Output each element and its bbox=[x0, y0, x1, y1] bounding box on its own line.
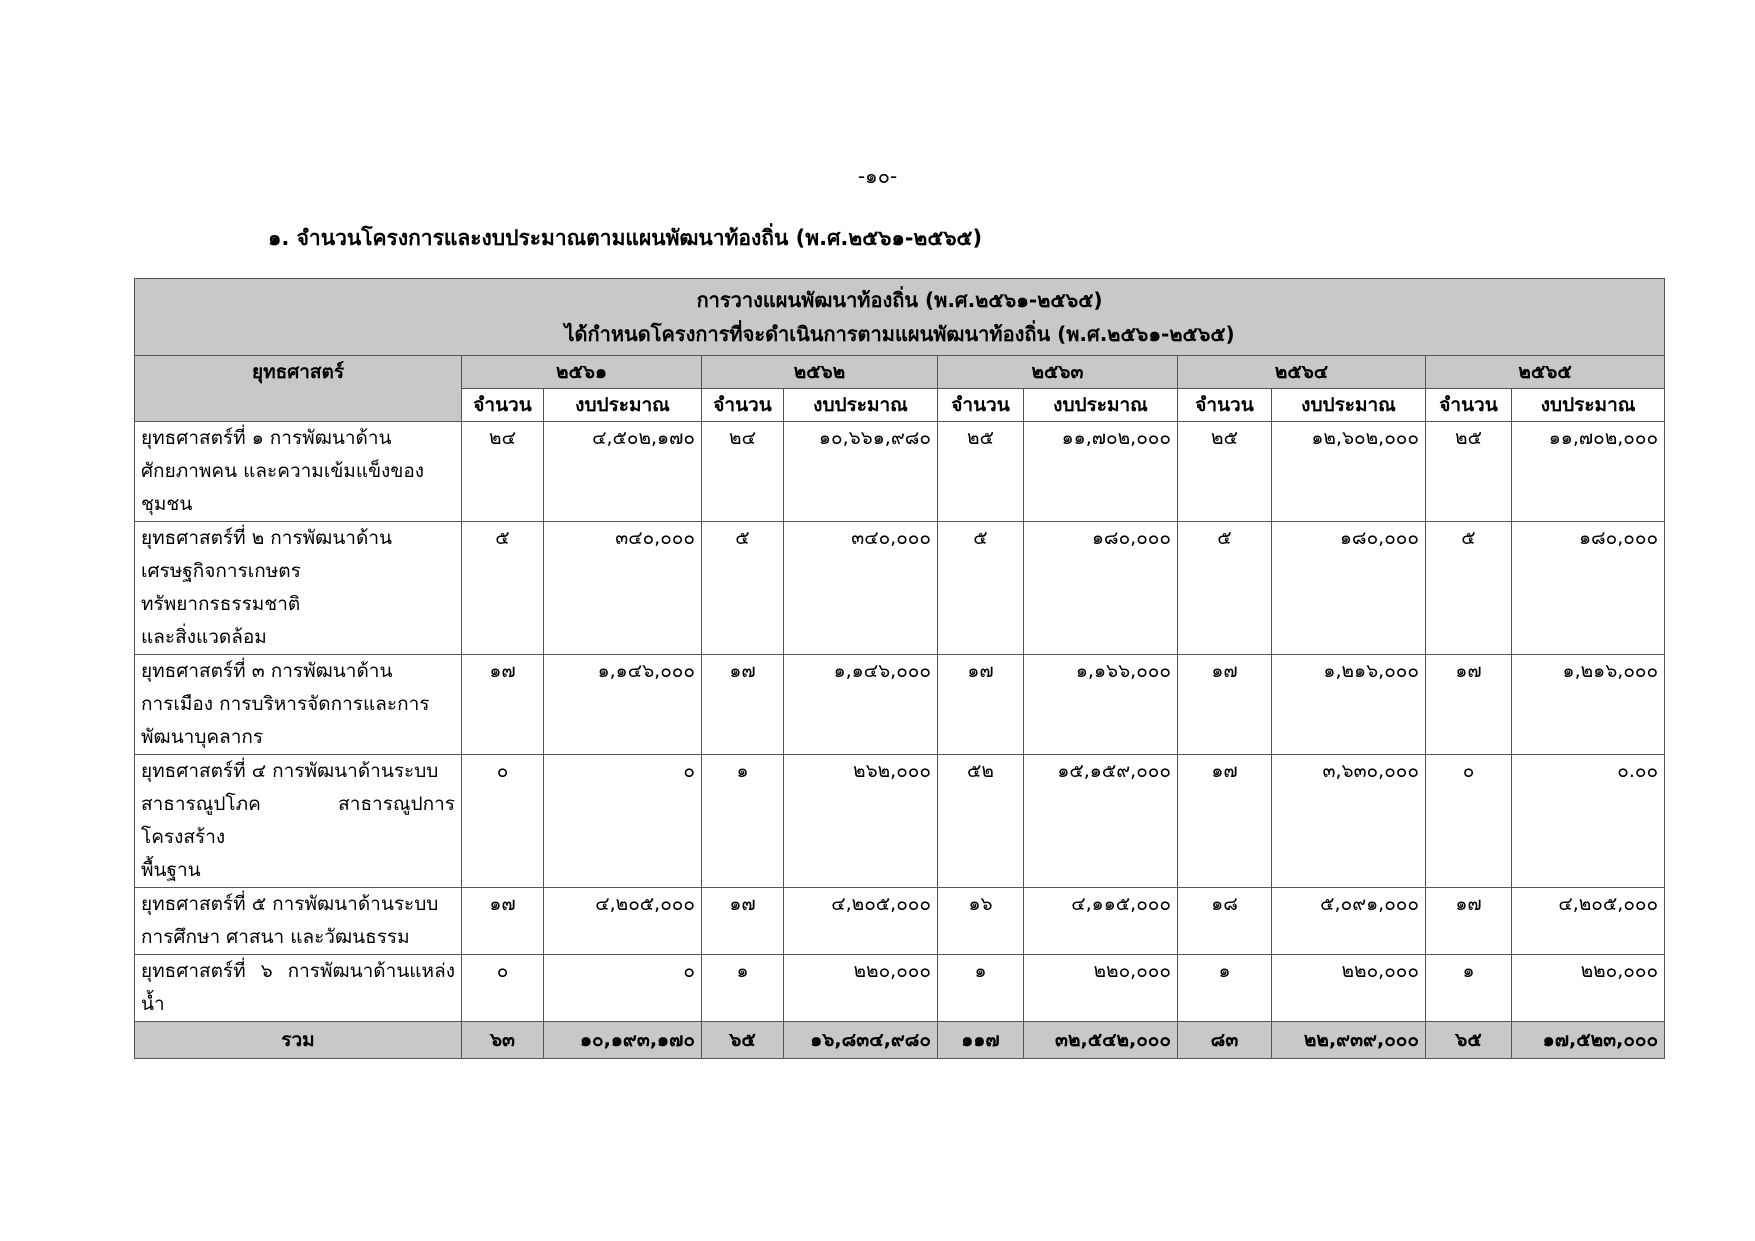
count-cell: ๒๕ bbox=[938, 422, 1024, 522]
count-cell: ๕๒ bbox=[938, 755, 1024, 888]
budget-cell: ๒๒๐,๐๐๐ bbox=[784, 955, 938, 1022]
budget-cell: ๒๒๐,๐๐๐ bbox=[1512, 955, 1665, 1022]
strategy-header-blank bbox=[135, 389, 462, 422]
count-header: จำนวน bbox=[1178, 389, 1272, 422]
strategy-line: ยุทธศาสตร์ที่ ๒ การพัฒนาด้าน bbox=[141, 527, 392, 549]
count-cell: ๑๗ bbox=[702, 655, 784, 755]
count-header: จำนวน bbox=[462, 389, 544, 422]
count-cell: ๑๖ bbox=[938, 888, 1024, 955]
strategy-line: สาธารณูปโภค สาธารณูปการ โครงสร้าง bbox=[141, 793, 455, 848]
strategy-cell bbox=[135, 955, 462, 1022]
table-row bbox=[135, 888, 1665, 955]
year-header: ๒๕๖๕ bbox=[1426, 356, 1665, 389]
budget-cell: ๒๒๐,๐๐๐ bbox=[1272, 955, 1426, 1022]
budget-cell: ๓๔๐,๐๐๐ bbox=[544, 522, 702, 655]
count-cell: ๑ bbox=[702, 955, 784, 1022]
count-cell: ๐ bbox=[462, 955, 544, 1022]
count-header: จำนวน bbox=[702, 389, 784, 422]
budget-cell: ๑๘๐,๐๐๐ bbox=[1512, 522, 1665, 655]
count-cell: ๒๕ bbox=[1178, 422, 1272, 522]
strategy-line: ยุทธศาสตร์ที่ ๕ การพัฒนาด้านระบบ bbox=[141, 893, 439, 915]
count-cell: ๐ bbox=[462, 755, 544, 888]
total-count-cell: ๖๕ bbox=[702, 1022, 784, 1059]
section-heading: ๑. จำนวนโครงการและงบประมาณตามแผนพัฒนาท้องถิ่น (พ.ศ.๒๕๖๑-๒๕๖๕) bbox=[268, 226, 983, 250]
strategy-cell bbox=[135, 655, 462, 755]
budget-cell: ๑,๒๑๖,๐๐๐ bbox=[1512, 655, 1665, 755]
table-title-line2: ได้กำหนดโครงการที่จะดำเนินการตามแผนพัฒนาท้องถิ่น (พ.ศ.๒๕๖๑-๒๕๖๕) bbox=[564, 322, 1235, 346]
count-cell: ๑๗ bbox=[1426, 655, 1512, 755]
total-budget-cell: ๑๗,๕๒๓,๐๐๐ bbox=[1512, 1022, 1665, 1059]
total-budget-cell: ๒๒,๙๓๙,๐๐๐ bbox=[1272, 1022, 1426, 1059]
strategy-line: ยุทธศาสตร์ที่ ๑ การพัฒนาด้าน bbox=[141, 427, 392, 449]
budget-cell: ๓๔๐,๐๐๐ bbox=[784, 522, 938, 655]
budget-header: งบประมาณ bbox=[784, 389, 938, 422]
table-title-line1: การวางแผนพัฒนาท้องถิ่น (พ.ศ.๒๕๖๑-๒๕๖๕) bbox=[696, 288, 1103, 312]
table-row bbox=[135, 755, 1665, 888]
year-header: ๒๕๖๓ bbox=[938, 356, 1178, 389]
year-header: ๒๕๖๔ bbox=[1178, 356, 1426, 389]
budget-cell: ๔,๒๐๕,๐๐๐ bbox=[544, 888, 702, 955]
count-cell: ๑๗ bbox=[702, 888, 784, 955]
count-cell: ๑ bbox=[1178, 955, 1272, 1022]
budget-cell: ๐ bbox=[544, 955, 702, 1022]
budget-cell: ๐ bbox=[544, 755, 702, 888]
budget-cell: ๑,๑๔๖,๐๐๐ bbox=[784, 655, 938, 755]
count-cell: ๕ bbox=[938, 522, 1024, 655]
budget-cell: ๑๕,๑๕๙,๐๐๐ bbox=[1024, 755, 1178, 888]
budget-cell: ๑,๒๑๖,๐๐๐ bbox=[1272, 655, 1426, 755]
page-number: -๑๐- bbox=[857, 164, 898, 188]
table-title-row bbox=[135, 279, 1665, 356]
strategy-cell bbox=[135, 522, 462, 655]
count-cell: ๒๔ bbox=[702, 422, 784, 522]
budget-cell: ๑๘๐,๐๐๐ bbox=[1272, 522, 1426, 655]
count-cell: ๑ bbox=[702, 755, 784, 888]
year-header-row bbox=[135, 356, 1665, 389]
count-cell: ๑ bbox=[1426, 955, 1512, 1022]
count-cell: ๐ bbox=[1426, 755, 1512, 888]
table-row bbox=[135, 955, 1665, 1022]
budget-cell: ๔,๒๐๕,๐๐๐ bbox=[1512, 888, 1665, 955]
year-header: ๒๕๖๑ bbox=[462, 356, 702, 389]
budget-cell: ๓,๖๓๐,๐๐๐ bbox=[1272, 755, 1426, 888]
count-cell: ๑๗ bbox=[938, 655, 1024, 755]
count-cell: ๒๕ bbox=[1426, 422, 1512, 522]
count-cell: ๑๗ bbox=[1178, 755, 1272, 888]
budget-cell: ๑๒,๖๐๒,๐๐๐ bbox=[1272, 422, 1426, 522]
budget-cell: ๑๑,๗๐๒,๐๐๐ bbox=[1512, 422, 1665, 522]
count-cell: ๑๗ bbox=[1426, 888, 1512, 955]
strategy-line: พื้นฐาน bbox=[141, 859, 201, 881]
total-budget-cell: ๑๖,๘๓๔,๙๘๐ bbox=[784, 1022, 938, 1059]
table-row bbox=[135, 522, 1665, 655]
total-count-cell: ๖๓ bbox=[462, 1022, 544, 1059]
strategy-cell bbox=[135, 422, 462, 522]
strategy-line: ชุมชน bbox=[141, 493, 193, 515]
budget-header: งบประมาณ bbox=[1272, 389, 1426, 422]
count-cell: ๑๗ bbox=[1178, 655, 1272, 755]
strategy-line: เศรษฐกิจการเกษตรทรัพยากรธรรมชาติ bbox=[141, 560, 301, 615]
table-row bbox=[135, 655, 1665, 755]
strategy-line: การเมือง การบริหารจัดการและการ bbox=[141, 693, 430, 715]
budget-cell: ๑๑,๗๐๒,๐๐๐ bbox=[1024, 422, 1178, 522]
budget-cell: ๐.๐๐ bbox=[1512, 755, 1665, 888]
strategy-line: ศักยภาพคน และความเข้มแข็งของ bbox=[141, 460, 425, 482]
budget-cell: ๑,๑๖๖,๐๐๐ bbox=[1024, 655, 1178, 755]
total-count-cell: ๘๓ bbox=[1178, 1022, 1272, 1059]
count-cell: ๕ bbox=[1426, 522, 1512, 655]
budget-header: งบประมาณ bbox=[544, 389, 702, 422]
table-title bbox=[135, 279, 1665, 356]
count-cell: ๕ bbox=[702, 522, 784, 655]
total-budget-cell: ๓๒,๕๔๒,๐๐๐ bbox=[1024, 1022, 1178, 1059]
budget-cell: ๔,๑๑๕,๐๐๐ bbox=[1024, 888, 1178, 955]
budget-cell: ๑,๑๔๖,๐๐๐ bbox=[544, 655, 702, 755]
plan-table bbox=[134, 278, 1665, 1059]
strategy-line: และสิ่งแวดล้อม bbox=[141, 626, 267, 648]
total-budget-cell: ๑๐,๑๙๓,๑๗๐ bbox=[544, 1022, 702, 1059]
count-header: จำนวน bbox=[938, 389, 1024, 422]
strategy-cell bbox=[135, 755, 462, 888]
budget-cell: ๔,๕๐๒,๑๗๐ bbox=[544, 422, 702, 522]
table-row bbox=[135, 422, 1665, 522]
budget-header: งบประมาณ bbox=[1512, 389, 1665, 422]
count-cell: ๕ bbox=[462, 522, 544, 655]
strategy-line: การศึกษา ศาสนา และวัฒนธรรม bbox=[141, 926, 410, 948]
budget-cell: ๒๖๒,๐๐๐ bbox=[784, 755, 938, 888]
sub-header-row bbox=[135, 389, 1665, 422]
budget-cell: ๒๒๐,๐๐๐ bbox=[1024, 955, 1178, 1022]
budget-cell: ๕,๐๙๑,๐๐๐ bbox=[1272, 888, 1426, 955]
budget-cell: ๑๘๐,๐๐๐ bbox=[1024, 522, 1178, 655]
count-cell: ๑๗ bbox=[462, 655, 544, 755]
strategy-line: ยุทธศาสตร์ที่ ๓ การพัฒนาด้าน bbox=[141, 660, 393, 682]
total-count-cell: ๖๕ bbox=[1426, 1022, 1512, 1059]
strategy-line: ยุทธศาสตร์ที่ ๔ การพัฒนาด้านระบบ bbox=[141, 760, 439, 782]
budget-cell: ๔,๒๐๕,๐๐๐ bbox=[784, 888, 938, 955]
budget-header: งบประมาณ bbox=[1024, 389, 1178, 422]
total-count-cell: ๑๑๗ bbox=[938, 1022, 1024, 1059]
count-cell: ๕ bbox=[1178, 522, 1272, 655]
strategy-line: พัฒนาบุคลากร bbox=[141, 726, 264, 748]
strategy-header: ยุทธศาสตร์ bbox=[135, 356, 462, 389]
count-cell: ๑๘ bbox=[1178, 888, 1272, 955]
strategy-line: ยุทธศาสตร์ที่ ๖ การพัฒนาด้านแหล่งน้ำ bbox=[141, 960, 455, 1015]
count-header: จำนวน bbox=[1426, 389, 1512, 422]
count-cell: ๑ bbox=[938, 955, 1024, 1022]
year-header: ๒๕๖๒ bbox=[702, 356, 938, 389]
total-label: รวม bbox=[135, 1022, 462, 1059]
total-row bbox=[135, 1022, 1665, 1059]
budget-cell: ๑๐,๖๖๑,๙๘๐ bbox=[784, 422, 938, 522]
count-cell: ๒๔ bbox=[462, 422, 544, 522]
count-cell: ๑๗ bbox=[462, 888, 544, 955]
strategy-cell bbox=[135, 888, 462, 955]
